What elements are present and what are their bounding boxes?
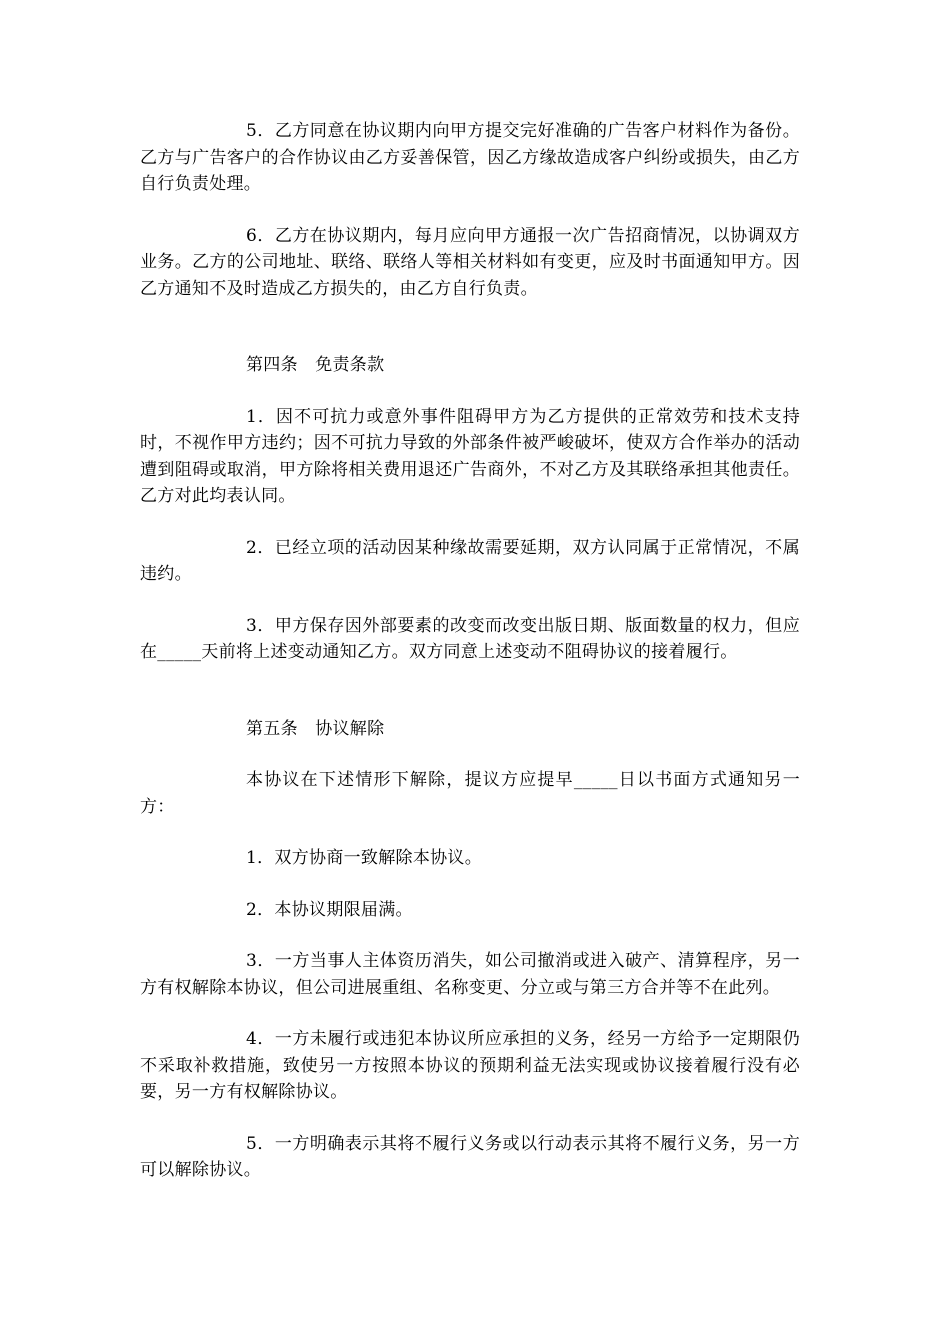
document-body <box>140 118 800 1184</box>
article-4-item-2: 2．已经立项的活动因某种缘故需要延期，双方认同属于正常情况，不属违约。 <box>140 537 800 584</box>
article-4-item-1: 1．因不可抗力或意外事件阻碍甲方为乙方提供的正常效劳和技术支持时，不视作甲方违约；因不可抗力导致的外部条件被严峻破坏，使双方合作举办的活动遭到阻碍或取消，甲方除将相关费用退还广告商外，不对乙方及其联络承担其他责任。乙方对此均表认同。 <box>140 406 800 506</box>
article-5-heading: 第五条 协议解除 <box>246 718 385 739</box>
article-5-item-2: 2．本协议期限届满。 <box>246 899 413 920</box>
clause-3-item-5: 5．乙方同意在协议期内向甲方提交完好准确的广告客户材料作为备份。乙方与广告客户的合作协议由乙方妥善保管，因乙方缘故造成客户纠纷或损失，由乙方自行负责处理。 <box>140 121 800 194</box>
article-5-item-1: 1．双方协商一致解除本协议。 <box>246 848 483 868</box>
article-5-intro: 本协议在下述情形下解除，提议方应提早_____日以书面方式通知另一方： <box>140 770 800 817</box>
article-4-item-3: 3．甲方保存因外部要素的改变而改变出版日期、版面数量的权力，但应在_____天前将上述变动通知乙方。双方同意上述变动不阻碍协议的接着履行。 <box>140 615 800 662</box>
article-5-item-4: 4．一方未履行或违犯本协议所应承担的义务，经另一方给予一定期限仍不采取补救措施，致使另一方按照本协议的预期利益无法实现或协议接着履行没有必要，另一方有权解除协议。 <box>140 1029 800 1102</box>
article-4-heading: 第四条 免责条款 <box>246 355 385 375</box>
article-5-item-5: 5．一方明确表示其将不履行义务或以行动表示其将不履行义务，另一方可以解除协议。 <box>140 1133 800 1180</box>
article-5-item-3: 3．一方当事人主体资历消失，如公司撤消或进入破产、清算程序，另一方有权解除本协议，但公司进展重组、名称变更、分立或与第三方合并等不在此列。 <box>140 951 800 998</box>
clause-3-item-6: 6．乙方在协议期内，每月应向甲方通报一次广告招商情况，以协调双方业务。乙方的公司地址、联络、联络人等相关材料如有变更，应及时书面通知甲方。因乙方通知不及时造成乙方损失的，由乙方自行负责。 <box>140 225 800 299</box>
